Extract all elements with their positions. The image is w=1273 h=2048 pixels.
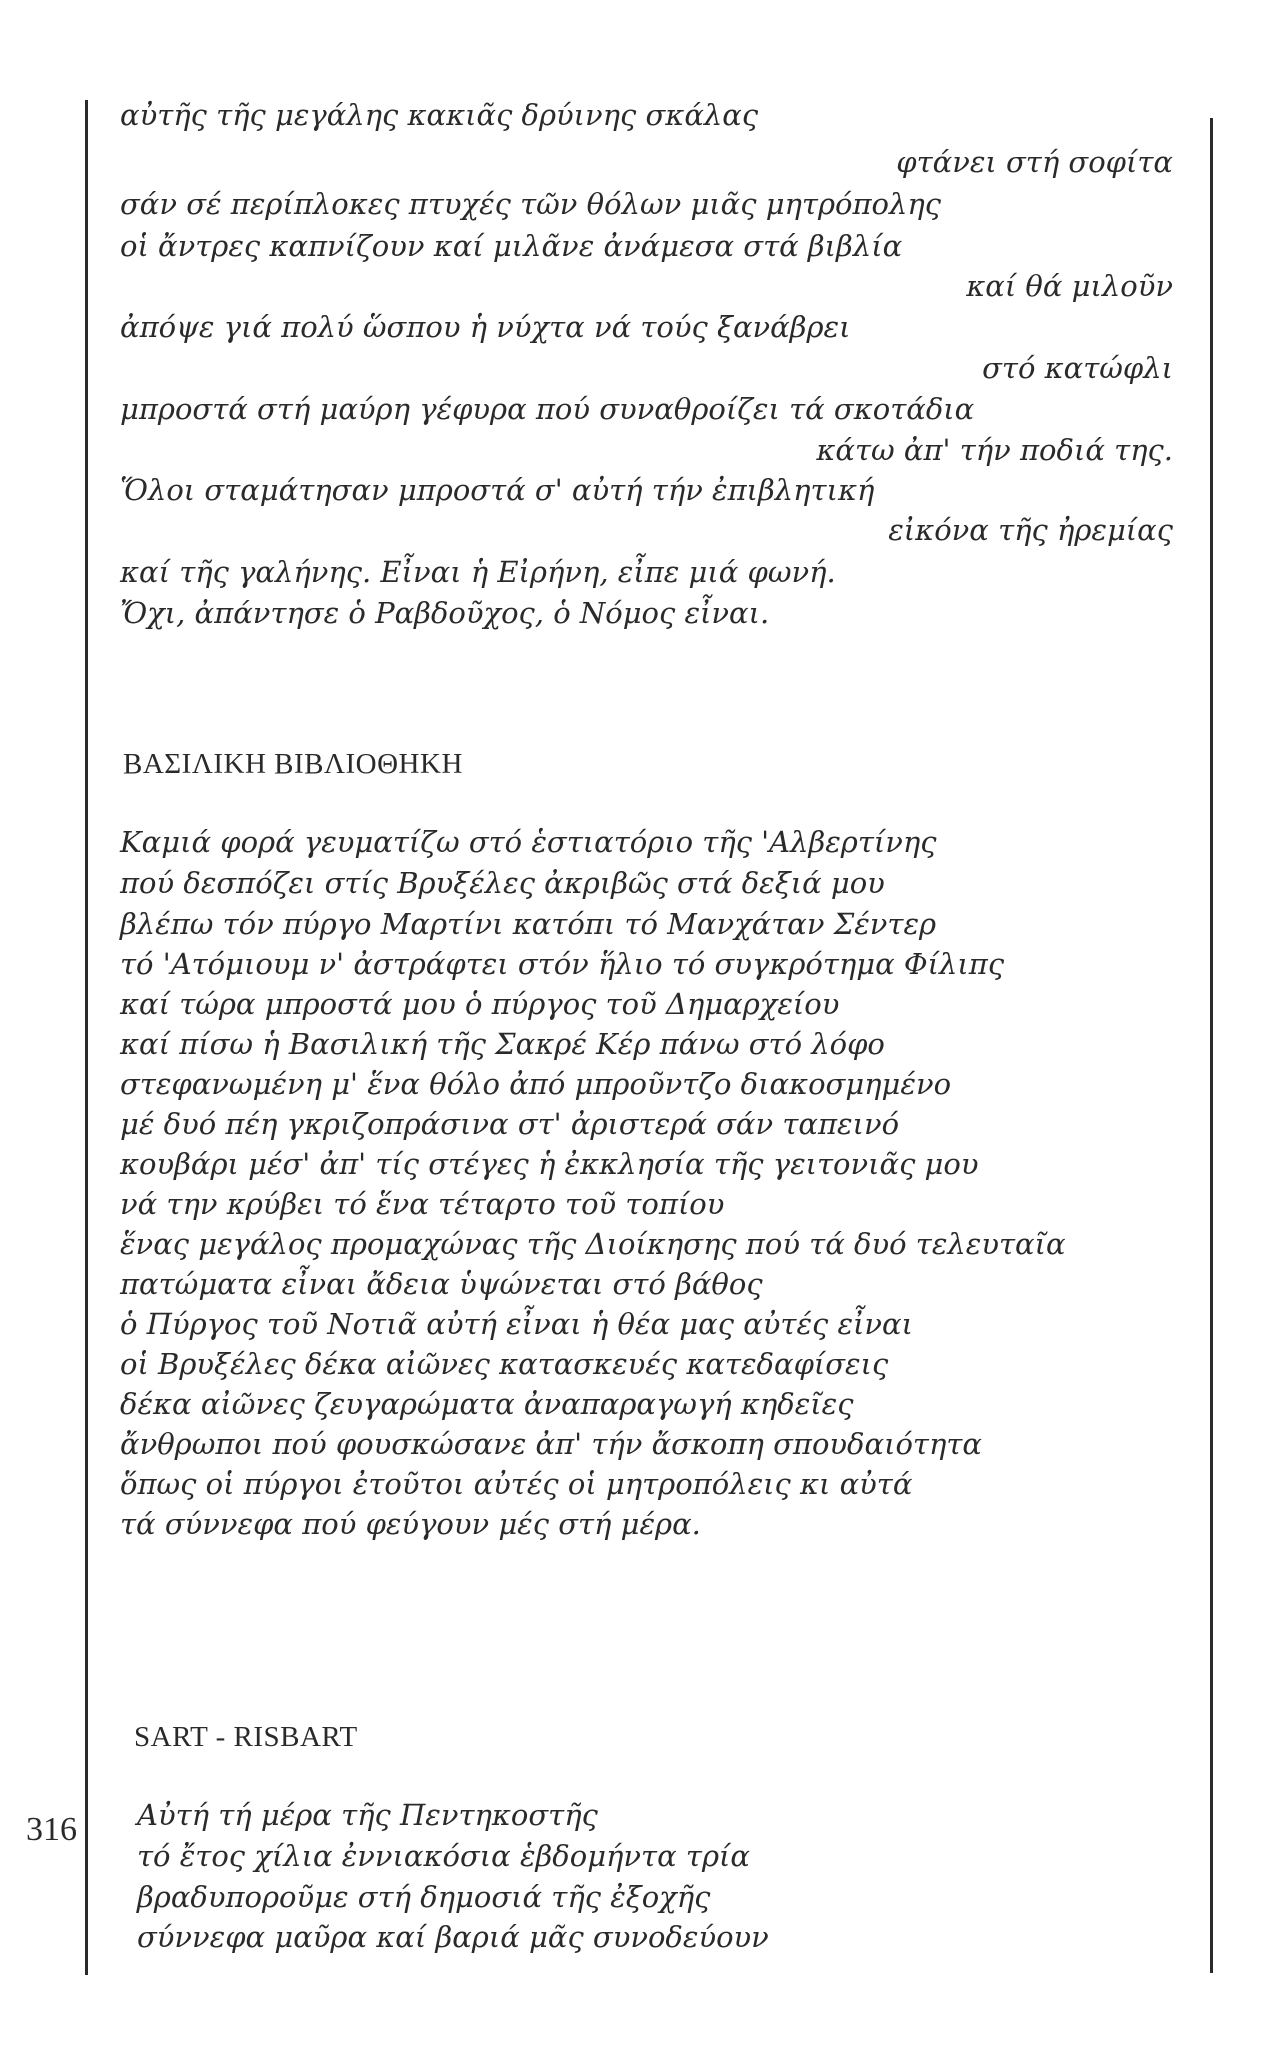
verse-line: οἱ Βρυξέλες δέκα αἰῶνες κατασκευές κατεδαφίσεις xyxy=(120,1347,889,1381)
verse-line: Αὐτή τή μέρα τῆς Πεντηκοστῆς xyxy=(137,1798,598,1832)
verse-line: Καμιά φορά γευματίζω στό ἑστιατόριο τῆς 'Αλβερτίνης xyxy=(120,825,937,859)
verse-line: ἀπόψε γιά πολύ ὥσπου ἡ νύχτα νά τούς ξανάβρει xyxy=(120,310,851,344)
verse-line: Ὅλοι σταμάτησαν μπροστά σ' αὐτή τήν ἐπιβλητική xyxy=(120,473,875,507)
verse-line: καί τῆς γαλήνης. Εἶναι ἡ Εἰρήνη, εἶπε μιά φωνή. xyxy=(120,555,836,589)
verse-line: νά την κρύβει τό ἕνα τέταρτο τοῦ τοπίου xyxy=(120,1187,725,1221)
verse-line: δέκα αἰῶνες ζευγαρώματα ἀναπαραγωγή κηδεῖες xyxy=(120,1387,854,1421)
verse-line: πού δεσπόζει στίς Βρυξέλες ἀκριβῶς στά δεξιά μου xyxy=(120,866,885,900)
verse-line: φτάνει στή σοφίτα xyxy=(896,145,1173,179)
verse-line: βλέπω τόν πύργο Μαρτίνι κατόπι τό Μανχάταν Σέντερ xyxy=(120,907,937,941)
verse-line: ὅπως οἱ πύργοι ἐτοῦτοι αὐτές οἱ μητροπόλεις κι αὐτά xyxy=(120,1467,913,1501)
verse-line: κουβάρι μέσ' ἀπ' τίς στέγες ἡ ἐκκλησία τῆς γειτονιᾶς μου xyxy=(120,1147,979,1181)
verse-line: βραδυποροῦμε στή δημοσιά τῆς ἐξοχῆς xyxy=(137,1880,711,1914)
verse-line: ἕνας μεγάλος προμαχώνας τῆς Διοίκησης πού τά δυό τελευταῖα xyxy=(120,1227,1066,1261)
verse-line: καί τώρα μπροστά μου ὁ πύργος τοῦ Δημαρχείου xyxy=(120,987,840,1021)
verse-line: μέ δυό πέη γκριζοπράσινα στ' ἀριστερά σάν ταπεινό xyxy=(120,1107,900,1141)
verse-line: στεφανωμένη μ' ἕνα θόλο ἀπό μπροῦντζο διακοσμημένο xyxy=(120,1067,952,1101)
verse-line: σάν σέ περίπλοκες πτυχές τῶν θόλων μιᾶς μητρόπολης xyxy=(120,187,941,221)
section-title: ΒΑΣΙΛΙΚΗ ΒΙΒΛΙΟΘΗΚΗ xyxy=(123,748,463,780)
page-number: 316 xyxy=(26,1811,77,1848)
verse-line: Ὄχι, ἀπάντησε ὁ Ραβδοῦχος, ὁ Νόμος εἶναι. xyxy=(120,596,770,630)
verse-line: μπροστά στή μαύρη γέφυρα πού συναθροίζει τά σκοτάδια xyxy=(120,392,975,426)
verse-line: πατώματα εἶναι ἄδεια ὑψώνεται στό βάθος xyxy=(120,1267,763,1301)
verse-line: τό ἔτος χίλια ἐννιακόσια ἑβδομήντα τρία xyxy=(137,1839,750,1873)
verse-line: κάτω ἀπ' τήν ποδιά της. xyxy=(816,433,1173,467)
verse-line: ἄνθρωποι πού φουσκώσανε ἀπ' τήν ἄσκοπη σπουδαιότητα xyxy=(120,1427,982,1461)
verse-line: οἱ ἄντρες καπνίζουν καί μιλᾶνε ἀνάμεσα στά βιβλία xyxy=(120,229,903,263)
verse-line: σύννεφα μαῦρα καί βαριά μᾶς συνοδεύουν xyxy=(137,1920,769,1954)
section-title: SART - RISBART xyxy=(134,1721,358,1753)
left-margin-rule xyxy=(85,100,88,1975)
verse-line: καί θά μιλοῦν xyxy=(966,269,1173,303)
verse-line: αὐτῆς τῆς μεγάλης κακιᾶς δρύινης σκάλας xyxy=(120,98,759,132)
right-margin-rule xyxy=(1210,118,1213,1973)
verse-line: τό 'Ατόμιουμ ν' ἀστράφτει στόν ἥλιο τό συγκρότημα Φίλιπς xyxy=(120,947,1005,981)
verse-line: εἰκόνα τῆς ἠρεμίας xyxy=(888,513,1173,547)
verse-line: καί πίσω ἡ Βασιλική τῆς Σακρέ Κέρ πάνω στό λόφο xyxy=(120,1027,885,1061)
verse-line: στό κατώφλι xyxy=(982,351,1173,385)
verse-line: τά σύννεφα πού φεύγουν μές στή μέρα. xyxy=(120,1507,701,1541)
verse-line: ὁ Πύργος τοῦ Νοτιᾶ αὐτή εἶναι ἡ θέα μας αὐτές εἶναι xyxy=(120,1307,913,1341)
